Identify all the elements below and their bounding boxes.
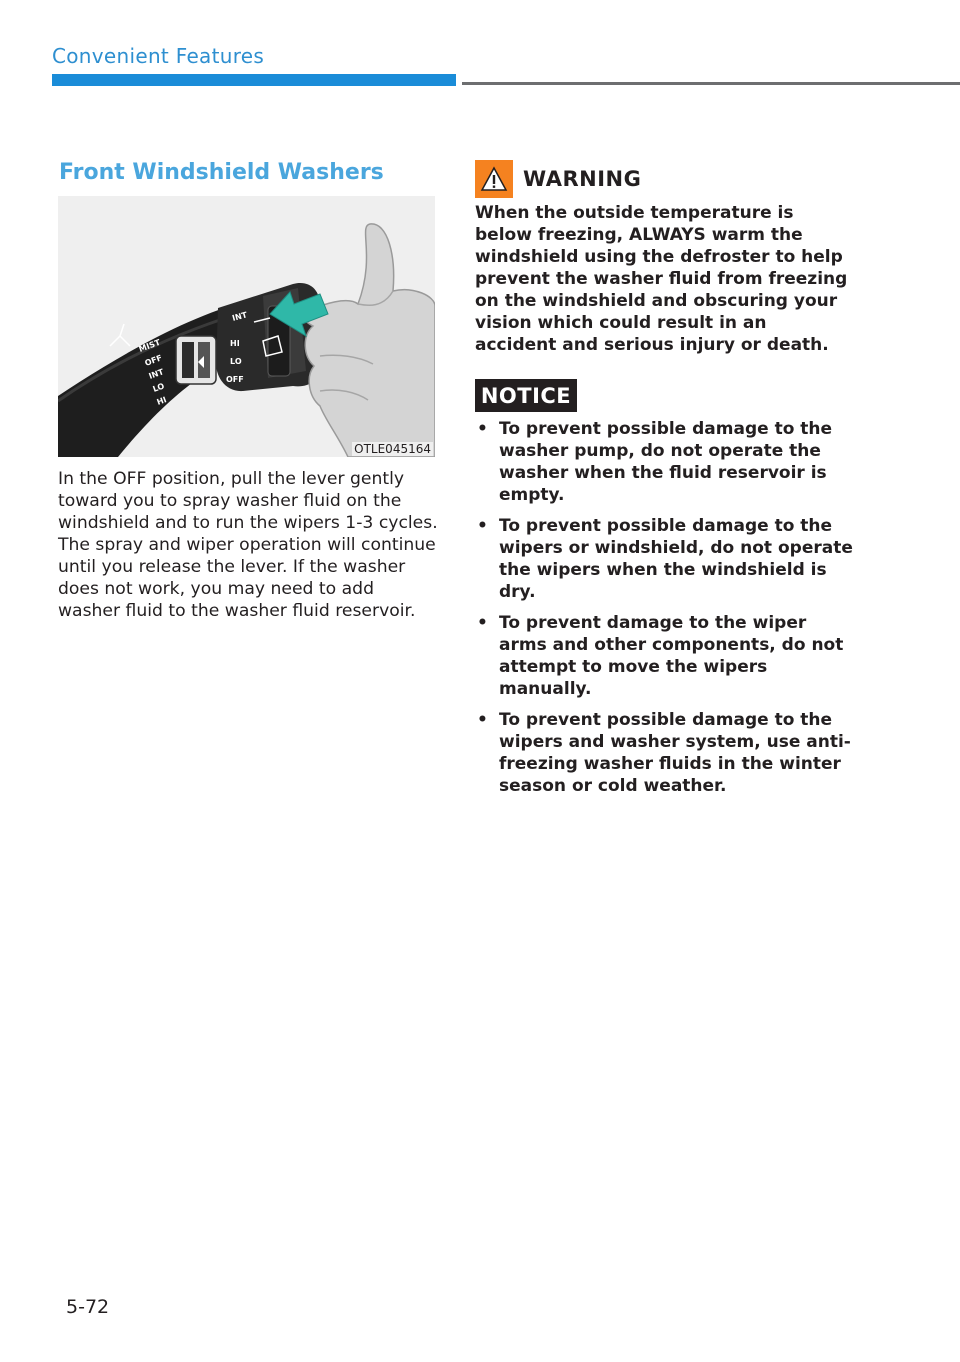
header-accent-bar: [52, 74, 456, 86]
list-item: [475, 418, 855, 506]
notice-badge: NOTICE: [475, 379, 577, 412]
header-rule: [462, 82, 960, 85]
list-item: [475, 515, 855, 603]
header-title: Convenient Features: [52, 44, 265, 68]
wiper-lever-illustration: [58, 196, 435, 457]
lever-label-off: OFF: [143, 353, 164, 368]
dial-label-int: INT: [231, 310, 249, 323]
warning-text: When the outside temperature is below freezing, ALWAYS warm the windshield using the defroster to help prevent the washer fluid from freezing on the windshield and obscuring your vision which could result in an accident and serious injury or death.: [475, 203, 848, 355]
wiper-lever-figure: [58, 196, 435, 457]
notice-item-text: To prevent possible damage to the washer pump, do not operate the washer when the fluid reservoir is empty.: [499, 419, 833, 505]
bullet-icon: •: [477, 710, 488, 730]
bullet-icon: •: [477, 419, 488, 439]
list-item: [475, 709, 855, 797]
body-paragraph: In the OFF position, pull the lever gently toward you to spray washer fluid on the windshield and to run the wipers 1-3 cycles. The spray and wiper operation will continue until you release the lever. If the washer does not work, you may need to add washer fluid to the washer fluid reservoir.: [58, 469, 438, 621]
lever-label-lo: LO: [151, 381, 166, 394]
lever-label-mist: MIST: [137, 337, 162, 354]
lever-label-hi: HI: [155, 395, 168, 407]
dial-label-off: OFF: [226, 375, 244, 384]
page-number: 5-72: [66, 1296, 110, 1318]
dial-label-hi: HI: [230, 339, 240, 348]
bullet-icon: •: [477, 516, 488, 536]
warning-icon-box: [475, 160, 513, 198]
notice-item-text: To prevent damage to the wiper arms and other components, do not attempt to move the wipers manually.: [499, 613, 844, 699]
warning-heading: [475, 160, 641, 198]
lever-label-int: INT: [147, 367, 165, 381]
dial-label-lo: LO: [230, 357, 242, 366]
warning-triangle-icon: [480, 166, 508, 192]
figure-code: OTLE045164: [354, 442, 431, 456]
list-item: [475, 612, 855, 700]
bullet-icon: •: [477, 613, 488, 633]
notice-item-text: To prevent possible damage to the wipers or windshield, do not operate the wipers when the windshield is dry.: [499, 516, 853, 602]
wiper-icon: [110, 324, 130, 346]
section-title: Front Windshield Washers: [59, 160, 384, 185]
notice-list: [475, 418, 855, 806]
notice-item-text: To prevent possible damage to the wipers and washer system, use anti-freezing washer fluids in the winter season or cold weather.: [499, 710, 851, 796]
warning-label: WARNING: [523, 167, 642, 191]
